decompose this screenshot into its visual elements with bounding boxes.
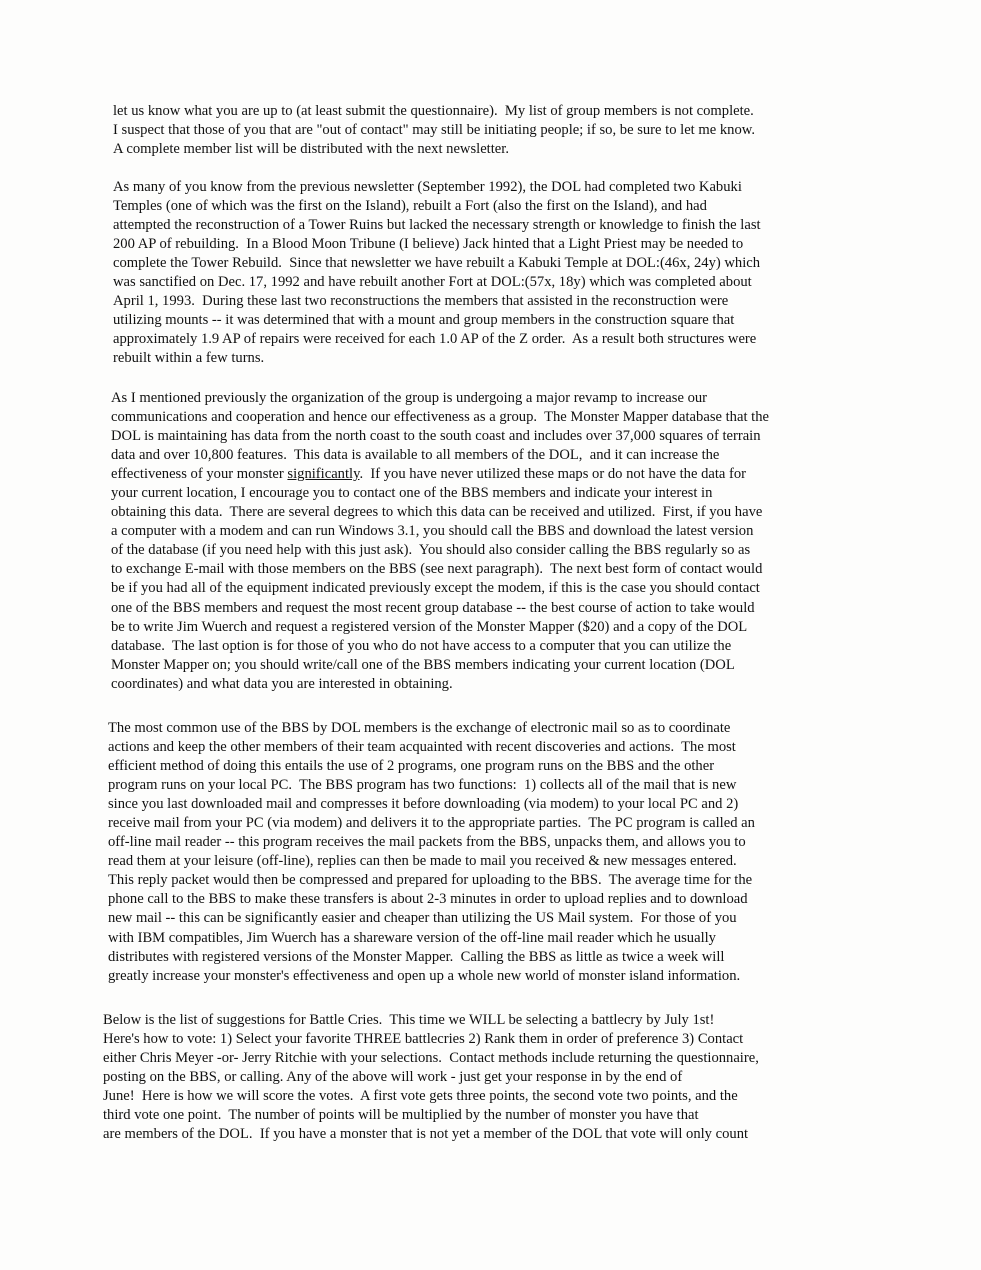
- text-line: DOL is maintaining has data from the north coast to the south coast and includes over 37,000 squares of terrain: [111, 428, 761, 445]
- text-line: Here's how to vote: 1) Select your favorite THREE battlecries 2) Rank them in order of preference 3) Contact: [103, 1031, 744, 1048]
- text-line: actions and keep the other members of their team acquainted with recent discoveries and actions. The most: [108, 739, 736, 756]
- text-line: greatly increase your monster's effectiveness and open up a whole new world of monster island information.: [108, 967, 741, 984]
- text-line: a computer with a modem and can run Windows 3.1, you should call the BBS and download the latest version: [111, 523, 754, 540]
- text-line: posting on the BBS, or calling. Any of the above will work - just get your response in by the end of: [103, 1069, 683, 1086]
- text-line: since you last downloaded mail and compresses it before downloading (via modem) to your local PC and 2): [108, 796, 739, 813]
- text-line: your current location, I encourage you to contact one of the BBS members and indicate your interest in: [111, 485, 713, 502]
- text-line: Monster Mapper on; you should write/call one of the BBS members indicating your current location (DOL: [111, 656, 735, 673]
- paragraph-bbs-mail: [108, 719, 755, 986]
- text-line: communications and cooperation and hence our effectiveness as a group. The Monster Mapper database that the: [111, 409, 769, 426]
- text-line: be to write Jim Wuerch and request a registered version of the Monster Mapper ($20) and a copy of the DOL: [111, 618, 748, 635]
- text-line: efficient method of doing this entails the use of 2 programs, one program runs on the BBS and the other: [108, 758, 715, 775]
- paragraph-reconstruction: [113, 178, 761, 368]
- text-line: either Chris Meyer -or- Jerry Ritchie with your selections. Contact methods include returning the questionnaire,: [103, 1050, 759, 1067]
- text-line: to exchange E-mail with those members on the BBS (see next paragraph). The next best form of contact would: [111, 561, 763, 578]
- text-line: June! Here is how we will score the votes. A first vote gets three points, the second vote two points, and the: [103, 1088, 738, 1105]
- underlined-word: significantly: [287, 466, 360, 483]
- text-line: Temples (one of which was the first on the Island), rebuilt a Fort (also the first on the Island), and had: [113, 198, 707, 215]
- text-line: with IBM compatibles, Jim Wuerch has a shareware version of the off-line mail reader which he usually: [108, 929, 716, 946]
- text-line: utilizing mounts -- it was determined that with a mount and group members in the construction square that: [113, 312, 735, 329]
- text-line: I suspect that those of you that are "out of contact" may still be initiating people; if so, be sure to let me know.: [113, 122, 755, 139]
- text-line: complete the Tower Rebuild. Since that newsletter we have rebuilt a Kabuki Temple at DOL:(46x, 24y) which: [113, 255, 761, 272]
- text-line: new mail -- this can be significantly easier and cheaper than utilizing the US Mail system. For those of you: [108, 910, 737, 927]
- text-line: let us know what you are up to (at least submit the questionnaire). My list of group members is not complete.: [113, 103, 754, 119]
- text-line: read them at your leisure (off-line), replies can then be made to mail you received & new messages entered.: [108, 853, 737, 870]
- text-line: be if you had all of the equipment indicated previously except the modem, if this is the case you should contact: [111, 580, 760, 597]
- text-line: coordinates) and what data you are interested in obtaining.: [111, 675, 453, 692]
- text-line: effectiveness of your monster: [111, 466, 288, 483]
- text-line: distributes with registered versions of the Monster Mapper. Calling the BBS as little as twice a week will: [108, 948, 725, 965]
- text-line: approximately 1.9 AP of repairs were received for each 1.0 AP of the Z order. As a result both structures were: [113, 331, 757, 348]
- text-line: phone call to the BBS to make these transfers is about 2-3 minutes in order to upload replies and to download: [108, 891, 748, 908]
- text-line: receive mail from your PC (via modem) and delivers it to the appropriate parties. The PC program is called an: [108, 815, 755, 832]
- text-line: off-line mail reader -- this program receives the mail packets from the BBS, unpacks them, and allows you to: [108, 834, 746, 851]
- text-line: This reply packet would then be compressed and prepared for uploading to the BBS. The average time for the: [108, 872, 753, 889]
- text-line: obtaining this data. There are several degrees to which this data can be received and utilized. First, if you have: [111, 504, 763, 521]
- text-line: A complete member list will be distributed with the next newsletter.: [113, 141, 509, 158]
- text-line: The most common use of the BBS by DOL members is the exchange of electronic mail so as to coordinate: [108, 720, 731, 736]
- text-line: 200 AP of rebuilding. In a Blood Moon Tribune (I believe) Jack hinted that a Light Priest may be needed to: [113, 236, 744, 253]
- text-line: attempted the reconstruction of a Tower Ruins but lacked the necessary strength or knowledge to finish the last: [113, 217, 761, 234]
- paragraph-battle-cries: [103, 1011, 759, 1144]
- text-line: data and over 10,800 features. This data is available to all members of the DOL, and it can increase the: [111, 447, 720, 464]
- text-line: are members of the DOL. If you have a monster that is not yet a member of the DOL that vote will only count: [103, 1126, 749, 1143]
- text-line: database. The last option is for those of you who do not have access to a computer that you can utilize the: [111, 637, 732, 654]
- text-line-continuation: . If you have never utilized these maps or do not have the data for: [359, 466, 747, 483]
- text-line: As many of you know from the previous newsletter (September 1992), the DOL had completed two Kabuki: [113, 179, 742, 195]
- text-line: program runs on your local PC. The BBS program has two functions: 1) collects all of the mail that is new: [108, 777, 737, 794]
- text-line: of the database (if you need help with this just ask). You should also consider calling the BBS regularly so as: [111, 542, 751, 559]
- text-line: rebuilt within a few turns.: [113, 350, 265, 367]
- text-line: one of the BBS members and request the most recent group database -- the best course of action to take would: [111, 599, 755, 616]
- text-line: Below is the list of suggestions for Battle Cries. This time we WILL be selecting a battlecry by July 1st!: [103, 1012, 715, 1028]
- text-line: third vote one point. The number of points will be multiplied by the number of monster you have that: [103, 1107, 699, 1124]
- paragraph-member-status: [113, 102, 755, 159]
- text-line: April 1, 1993. During these last two reconstructions the members that assisted in the reconstruction were: [113, 293, 729, 310]
- paragraph-monster-mapper: [111, 389, 769, 694]
- text-line: As I mentioned previously the organization of the group is undergoing a major revamp to increase our: [111, 390, 708, 406]
- text-line: was sanctified on Dec. 17, 1992 and have rebuilt another Fort at DOL:(57x, 18y) which was completed about: [113, 274, 752, 291]
